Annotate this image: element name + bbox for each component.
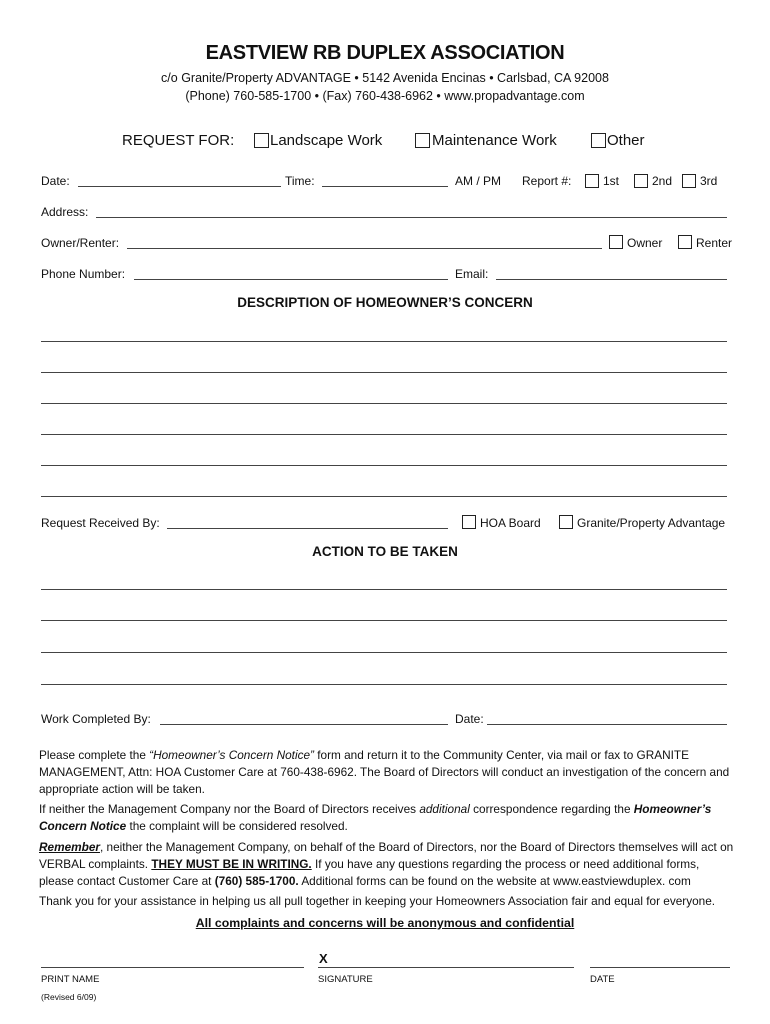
description-line[interactable]	[41, 434, 727, 435]
time-field[interactable]	[322, 186, 448, 187]
action-heading: ACTION TO BE TAKEN	[312, 544, 458, 559]
am-pm-label: AM / PM	[455, 174, 502, 188]
renter-checkbox[interactable]	[678, 235, 692, 249]
renter-label: Renter	[696, 236, 733, 250]
report-2nd-checkbox[interactable]	[634, 174, 648, 188]
hoa-board-checkbox[interactable]	[462, 515, 476, 529]
thank-you-paragraph: Thank you for your assistance in helping us all pull together in keeping your Homeowners Association fair and equal for everyone.	[39, 894, 716, 908]
print-name-label: PRINT NAME	[41, 974, 100, 985]
address-label: Address:	[41, 205, 89, 219]
date-label: Date:	[41, 174, 70, 188]
request-received-by-field[interactable]	[167, 528, 448, 529]
action-line[interactable]	[41, 684, 727, 685]
signature-x-mark: X	[319, 951, 328, 966]
owner-label: Owner	[627, 236, 663, 250]
maintenance-work-checkbox[interactable]	[415, 133, 430, 148]
maintenance-work-label: Maintenance Work	[432, 132, 557, 149]
report-2nd-label: 2nd	[652, 174, 673, 188]
other-checkbox[interactable]	[591, 133, 606, 148]
revised-note: (Revised 6/09)	[41, 992, 97, 1002]
contact-line: (Phone) 760-585-1700 • (Fax) 760-438-6962 • www.propadvantage.com	[185, 89, 585, 103]
owner-renter-label: Owner/Renter:	[41, 236, 120, 250]
instructions-paragraph-2: If neither the Management Company nor the Board of Directors receives additional correspondence regarding the Homeowner’s Concern Notice the complaint will be considered resolved.	[39, 802, 712, 833]
signature-date-field[interactable]	[590, 967, 730, 968]
action-line[interactable]	[41, 589, 727, 590]
request-received-by-label: Request Received By:	[41, 516, 160, 530]
print-name-field[interactable]	[41, 967, 304, 968]
phone-number-label: Phone Number:	[41, 267, 126, 281]
granite-advantage-checkbox[interactable]	[559, 515, 573, 529]
hoa-board-label: HOA Board	[480, 516, 541, 530]
action-line[interactable]	[41, 652, 727, 653]
report-1st-label: 1st	[603, 174, 620, 188]
report-1st-checkbox[interactable]	[585, 174, 599, 188]
report-3rd-label: 3rd	[700, 174, 718, 188]
report-number-label: Report #:	[522, 174, 572, 188]
completed-date-label: Date:	[455, 712, 484, 726]
form-title: EASTVIEW RB DUPLEX ASSOCIATION	[205, 42, 565, 64]
other-label: Other	[607, 132, 645, 149]
landscape-work-checkbox[interactable]	[254, 133, 269, 148]
date-label-footer: DATE	[590, 974, 615, 985]
instructions-paragraph-3: Remember, neither the Management Company, on behalf of the Board of Directors, nor the Board of Directors themselves will act on VERBAL complaints. THEY MUST BE IN WRITING. If you have any questions regarding the process or need additional forms, please contact Customer Care at (760) 585-1700. Additional forms can be found on the website at www.eastviewduplex. com	[39, 840, 734, 888]
owner-renter-field[interactable]	[127, 248, 602, 249]
description-line[interactable]	[41, 496, 727, 497]
date-field[interactable]	[78, 186, 281, 187]
phone-number-field[interactable]	[134, 279, 448, 280]
report-3rd-checkbox[interactable]	[682, 174, 696, 188]
email-label: Email:	[455, 267, 489, 281]
landscape-work-label: Landscape Work	[270, 132, 383, 149]
description-line[interactable]	[41, 341, 727, 342]
action-line[interactable]	[41, 620, 727, 621]
work-completed-by-field[interactable]	[160, 724, 448, 725]
owner-checkbox[interactable]	[609, 235, 623, 249]
email-field[interactable]	[496, 279, 727, 280]
description-line[interactable]	[41, 372, 727, 373]
time-label: Time:	[285, 174, 315, 188]
work-completed-by-label: Work Completed By:	[41, 712, 151, 726]
description-line[interactable]	[41, 465, 727, 466]
instructions-paragraph-1: Please complete the “Homeowner’s Concern Notice” form and return it to the Community Center, via mail or fax to GRANITE MANAGEMENT, Attn: HOA Customer Care at 760-438-6962. The Board of Directors will conduct an investigation of the concern and appropriate action will be taken.	[39, 748, 730, 796]
signature-label: SIGNATURE	[318, 974, 373, 985]
description-heading: DESCRIPTION OF HOMEOWNER’S CONCERN	[237, 295, 533, 310]
address-line: c/o Granite/Property ADVANTAGE • 5142 Avenida Encinas • Carlsbad, CA 92008	[161, 71, 609, 85]
completed-date-field[interactable]	[487, 724, 727, 725]
signature-field[interactable]	[318, 967, 574, 968]
address-field[interactable]	[96, 217, 727, 218]
granite-advantage-label: Granite/Property Advantage	[577, 516, 726, 530]
request-for-label: REQUEST FOR:	[122, 132, 235, 149]
description-line[interactable]	[41, 403, 727, 404]
anonymous-notice: All complaints and concerns will be anonymous and confidential	[195, 916, 575, 930]
